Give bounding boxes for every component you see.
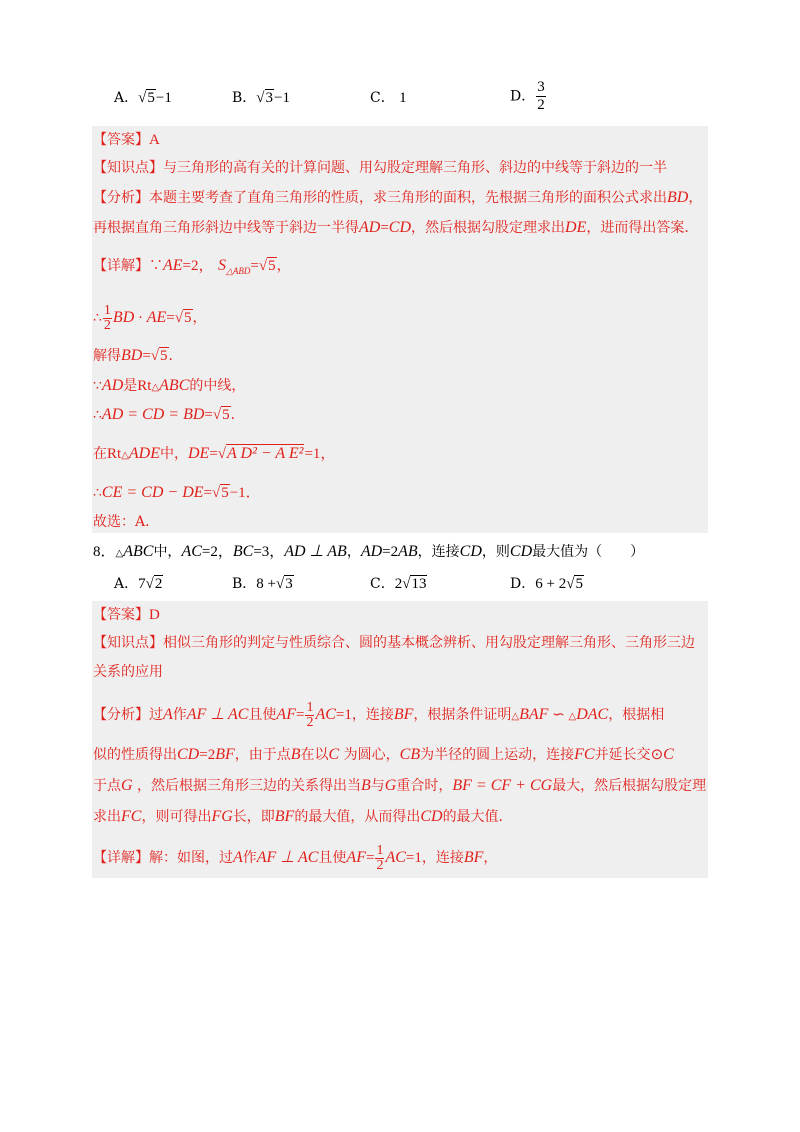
q7-answer: 【答案】A bbox=[93, 132, 160, 148]
q8-knowledge-line1: 【知识点】相似三角形的判定与性质综合、圆的基本概念辨析、用勾股定理解三角形、三角形三边 bbox=[93, 635, 695, 651]
q8-option-d: D．6 + 2√5 bbox=[510, 576, 583, 592]
q8-analysis-line3: 于点G ，然后根据三角形三边的关系得出当B与G重合时，BF = CF + CG最大，然后根据勾股定理 bbox=[93, 777, 707, 794]
q7-detail-line7: ∴CE = CD − DE=√5−1． bbox=[93, 484, 261, 501]
q7-detail-line2: ∴ $\frac{1}{2}$ BD · AE=√5， bbox=[93, 302, 207, 333]
q7-analysis-line1: 【分析】本题主要考查了直角三角形的性质，求三角形的面积，先根据三角形的面积公式求出BD， bbox=[93, 189, 703, 206]
q8-answer: 【答案】D bbox=[93, 607, 160, 623]
q7-choose: 故选：A． bbox=[93, 514, 160, 530]
q7-detail-line6: 在Rt△ADE中，DE=√A D² − A E²=1， bbox=[93, 445, 336, 462]
q8-analysis-line2: 似的性质得出CD=2BF，由于点B在以C 为圆心，CB为半径的圆上运动，连接FC并延长交⊙C bbox=[93, 746, 674, 763]
q8-detail-line1: 【详解】解：如图，过A作AF ⊥ AC且使AF= $\frac{1}{2}$ AC=1，连接BF， bbox=[93, 842, 498, 873]
q7-knowledge: 【知识点】与三角形的高有关的计算问题、用勾股定理解三角形、斜边的中线等于斜边的一半 bbox=[93, 160, 667, 176]
q8-knowledge-line2: 关系的应用 bbox=[93, 664, 163, 680]
q8-option-b: B．8 +√3 bbox=[232, 576, 293, 592]
q8-option-a: A．7√2 bbox=[114, 576, 163, 592]
q8-analysis-line1: 【分析】过A作AF ⊥ AC且使AF= $\frac{1}{2}$ AC=1，连接BF，根据条件证明△BAF ∽ △DAC，根据相 bbox=[93, 699, 665, 730]
q7-analysis-line2: 再根据直角三角形斜边中线等于斜边一半得AD=CD，然后根据勾股定理求出DE，进而得出答案． bbox=[93, 219, 699, 236]
q8-stem: 8．△ABC中，AC=2，BC=3，AD ⊥ AB，AD=2AB，连接CD，则CD最大值为（ ） bbox=[93, 543, 645, 560]
q8-analysis-line4: 求出FC，则可得出FG长，即BF的最大值，从而得出CD的最大值． bbox=[93, 808, 513, 825]
q8-option-c: C．2√13 bbox=[370, 576, 427, 592]
q7-option-a: A．√5−1 bbox=[114, 90, 172, 106]
q7-option-c: C． 1 bbox=[370, 90, 407, 106]
q7-detail-line5: ∴AD = CD = BD=√5． bbox=[93, 406, 245, 423]
q7-detail-line1: 【详解】∵AE=2， $S_{\triangle ABD}=√5$， bbox=[93, 257, 291, 276]
q7-detail-line3: 解得BD=√5． bbox=[93, 347, 183, 364]
q7-option-b: B．√3−1 bbox=[232, 90, 290, 106]
q7-detail-line4: ∵AD是Rt△ABC的中线， bbox=[93, 377, 246, 394]
q7-option-d: D． $\frac{3}{2}$ bbox=[510, 79, 545, 113]
